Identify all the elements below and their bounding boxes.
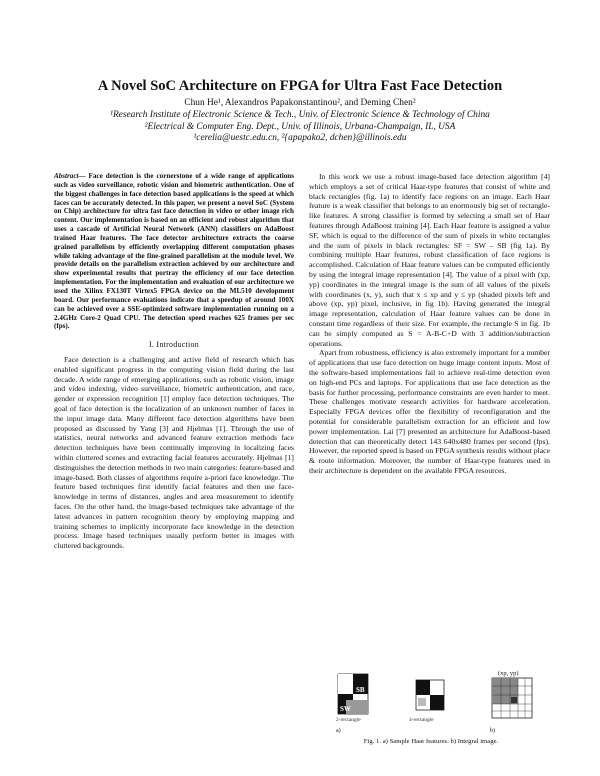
section-heading-introduction: I. Introduction — [148, 340, 200, 350]
abstract-text: — Face detection is the cornerstone of a wide range of applications such as video surveillance, robotic vision and biometric authentication. One of the biggest challenges in face detection based applications is the speed at which faces can be accurately detected. In this paper, we present a novel SoC (System on Chip) architecture for ultra fast face detection in video or other image rich content. Our implementation is based on an efficient and robust algorithm that uses a cascade of Artificial Neural Network (ANN) classifiers on AdaBoost trained Haar features. The face detector architecture extracts the coarse grained parallelism by efficiently overlapping different computation phases while taking advantage of the fine-grained parallelism at the module level. We provide details on the parallelism extraction achieved by our architecture and show experimental results that portray the efficiency of our face detection implementation. For the implementation and evaluation of our architecture we used the Xilinx FX130T Virtex5 FPGA device on the ML510 development board. Our performance evaluations indicate that a speedup of around 100X can be achieved over a SSE-optimized software implementation running on a 2.4GHz Core-2 Quad CPU. The detection speed reaches 625 frames per sec (fps). — [54, 172, 294, 331]
rect-label-1: 2-rectangle — [336, 717, 361, 723]
four-rectangle-feature — [409, 680, 444, 723]
affiliation-1: ¹Research Institute of Electronic Science & Tech., Univ. of Electronic Science & Technology of China — [110, 109, 490, 120]
right-paragraph-2: Apart from robustness, efficiency is also extremely important for a number of applications that use face detection on huge image content inputs. Most of the software-based implementations fail to achieve real-time detection even on high-end PCs and laptops. For applications that use face detection as the basis for further processing, performance constraints are even harder to meet. These challenges motivate research activities for hardware acceleration. Especially FPGA devices offer the flexibility of reconfiguration and the potential for considerable parallelism extraction for an efficient and low power implementation. Lai [7] presented an architecture for AdaBoost-based detection that can theoretically detect 143 640x480 frames per second (fps). However, the reported speed is based on FPGA synthesis results without place & route information. Moreover, the number of Haar-type features used in their architecture is dependent on the available FPGA resources. — [309, 348, 550, 475]
sb-label: SB — [356, 686, 365, 694]
right-paragraph-1: In this work we use a robust image-based face detection algorithm [4] which employs a set of critical Haar-type features that consist of white and black rectangles (fig. 1a) to identify face regions on an image. Each Haar feature is a weak classifier that belongs to an enormously big set of rectangle-like features. A strong classifier is formed by selecting a small set of Haar features through AdaBoost training [4]. Each Haar feature is assigned a value SF, which is equal to the difference of the sum of pixels in white rectangles and the sum of pixels in black rectangles: SF = SW – SB (fig 1a). By combining multiple Haar features, robust classification of face regions is accomplished. Calculation of Haar feature values can be computed efficiently by using the integral image representation [4]. The value of a pixel with (xp, yp) coordinates in the integral image is the sum of all values of the pixels with coordinates (x, y), such that x ≤ xp and y ≤ yp (shaded pixels left and above (xp, yp) pixel, inclusive, in fig 1b). Having generated the integral image representation, calculation of Haar feature values can be done in constant time regardless of their size. For example, the rectangle S in fig. 1b can be simply computed as S = A-B-C+D with 3 addition/subtraction operations. — [309, 172, 550, 348]
author-block — [40, 98, 560, 145]
abstract-label: Abstract — [54, 172, 79, 180]
rect-label-2: 4-rectangle — [409, 717, 434, 723]
figure-1-haar-features — [318, 668, 543, 736]
right-column — [309, 172, 550, 476]
sw-label: SW — [340, 705, 351, 713]
subfigure-a-label: a) — [336, 728, 341, 734]
author-emails: ¹cerelia@uestc.edu.cn, ²{apapako2, dchen}@illinois.edu — [193, 133, 407, 144]
point-label: (xp, yp) — [498, 670, 519, 677]
affiliation-2: ²Electrical & Computer Eng. Dept., Univ. of Illinois, Urbana-Champaign, IL, USA — [144, 121, 456, 132]
intro-paragraph-1: Face detection is a challenging and active field of research which has enabled significant progress in the computing vision field during the last decade. A wide range of emerging applications, such as robotic vision, image and video indexing, video surveillance, biometric authentication, and race, gender or expression recognition [1] employ face detection techniques. The goal of face detection is the localization of an unknown number of faces in the input image data. Many different face detection algorithms have been proposed as discussed by Yang [3] and Hjelmas [1]. Through the use of statistics, neural networks and advanced feature extraction methods face detection techniques have been continually improving in localizing faces within cluttered scenes and extracting facial features accurately. Hjelmas [1] distinguishes the detection methods in two main categories: feature-based and image-based. Both classes of algorithms require a-priori face knowledge. The feature based techniques first identify facial features and then use face-knowledge in terms of distances, angles and area measurement to identify faces. On the other hand, the image-based techniques take advantage of the latest advances in pattern recognition theory by employing mapping and training schemes to implicitly incorporate face knowledge in the detection process. Image based techniques usually perform better in images with cluttered backgrounds. — [54, 354, 294, 551]
authors-line: Chun He¹, Alexandros Papakonstantinou², and Deming Chen² — [184, 98, 416, 108]
integral-image-grid — [492, 670, 532, 718]
figure-1-caption: Fig. 1. a) Sample Haar features. b) Integral image. — [363, 738, 499, 745]
abstract — [54, 172, 294, 331]
left-column — [54, 172, 294, 551]
paper-title: A Novel SoC Architecture on FPGA for Ultra Fast Face Detection — [97, 78, 503, 94]
two-rectangle-feature — [336, 674, 368, 723]
subfigure-b-label: b) — [490, 728, 495, 734]
